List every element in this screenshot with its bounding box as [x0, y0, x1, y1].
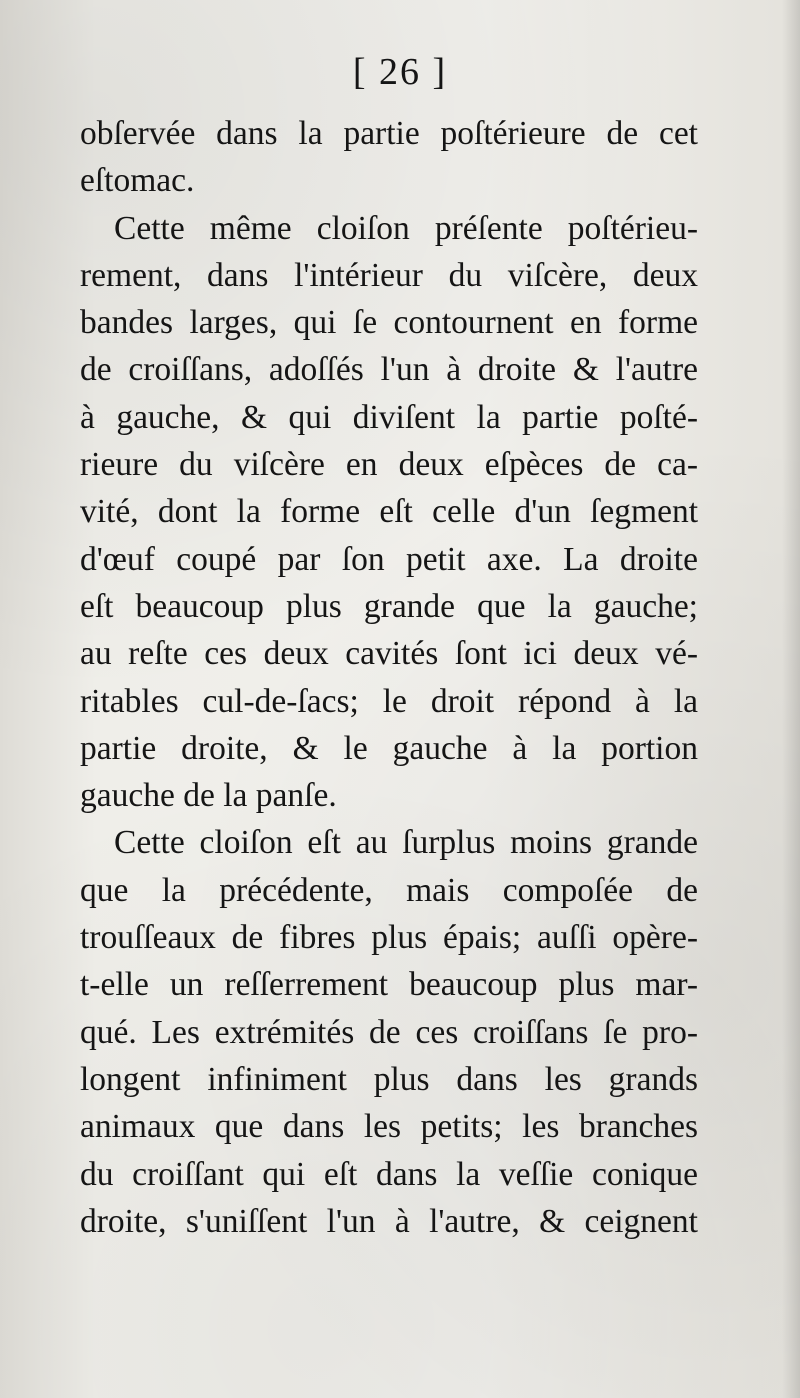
text-line: à gauche, & qui diviſent la partie poſté-: [80, 398, 698, 436]
text-line: eſtomac.: [80, 162, 195, 200]
paragraph-start-line: Cette cloiſon eſt au ſurplus moins grande: [114, 824, 698, 862]
text-line: rieure du viſcère en deux eſpèces de ca-: [80, 446, 698, 484]
text-line: que la précédente, mais compoſée de: [80, 871, 698, 909]
text-line: obſervée dans la partie poſtérieure de cet: [80, 115, 698, 152]
text-line: longent infiniment plus dans les grands: [80, 1060, 698, 1098]
paragraph-start-line: Cette même cloiſon préſente poſtérieu-: [114, 209, 698, 247]
text-line: ritables cul-de-ſacs; le droit répond à la: [80, 682, 698, 720]
text-line: animaux que dans les petits; les branches: [80, 1108, 698, 1146]
text-line: droite, s'uniſſent l'un à l'autre, & ceignent: [80, 1202, 698, 1240]
body-text: [80, 110, 698, 1245]
text-line: rement, dans l'intérieur du viſcère, deux: [80, 256, 698, 294]
text-line: de croiſſans, adoſſés l'un à droite & l'autre: [80, 351, 698, 389]
text-line: gauche de la panſe.: [80, 777, 337, 815]
text-line: d'œuf coupé par ſon petit axe. La droite: [80, 540, 698, 578]
text-line: trouſſeaux de fibres plus épais; auſſi opère-: [80, 919, 698, 957]
text-line: bandes larges, qui ſe contournent en forme: [80, 304, 698, 342]
text-line: vité, dont la forme eſt celle d'un ſegment: [80, 493, 698, 531]
text-line: partie droite, & le gauche à la portion: [80, 729, 698, 767]
page-number: [ 26 ]: [352, 51, 448, 93]
text-line: t-elle un reſſerrement beaucoup plus mar-: [80, 966, 698, 1004]
text-line: eſt beaucoup plus grande que la gauche;: [80, 587, 698, 625]
text-line: qué. Les extrémités de ces croiſſans ſe pro-: [80, 1013, 698, 1051]
text-line: du croiſſant qui eſt dans la veſſie conique: [80, 1155, 698, 1193]
text-line: au reſte ces deux cavités ſont ici deux vé-: [80, 635, 698, 673]
page-edge-shadow: [782, 0, 800, 1398]
